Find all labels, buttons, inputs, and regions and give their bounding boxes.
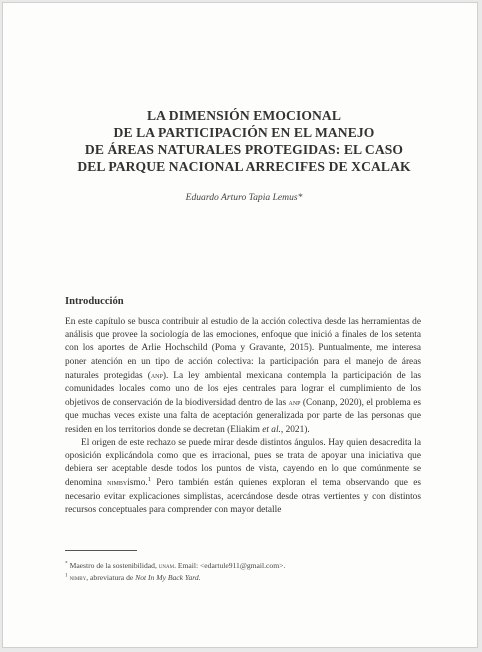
book-page (2, 2, 478, 648)
section-heading: Introducción (65, 296, 124, 307)
chapter-title (43, 107, 445, 175)
title-line: DE ÁREAS NATURALES PROTEGIDAS: EL CASO (84, 142, 404, 157)
text-run: Pero también están quienes exploran el tema observando que es necesario evitar explicaciones simplistas, acercándose desde otras vertientes y con distintos recursos conceptuales para comprender con mayor detalle (65, 478, 422, 515)
acronym: anp (150, 369, 163, 380)
text-run: Maestro de la sostenibilidad, (69, 561, 159, 570)
footnote (65, 560, 421, 572)
text-run: Not In My Back Yard. (135, 573, 201, 582)
acronym: unam (158, 562, 175, 570)
footnote-marker: 1 (65, 572, 68, 579)
footnote (65, 572, 421, 584)
title-line: LA DIMENSIÓN EMOCIONAL (146, 108, 342, 123)
title-line: DEL PARQUE NACIONAL ARRECIFES DE XCALAK (77, 159, 411, 174)
paragraph (65, 316, 421, 437)
acronym: nimby (69, 574, 87, 582)
footnote-marker: 1 (147, 476, 151, 484)
text-run: , 2021). (280, 424, 310, 435)
footnotes (65, 560, 421, 584)
text-run: , abreviatura de (86, 573, 136, 582)
text-run: El origen de este rechazo se puede mirar desde distintos ángulos. Hay quien desacredita la oposición explicándola como que es irracional, pues se trata de apoyar una iniciativa que debiera ser aceptable desde todos los puntos de vista, cayendo en lo que comúnmente se denomina (65, 437, 421, 489)
text-run: . Email: <edartule911@gmail.com>. (174, 561, 286, 570)
acronym: anp (288, 397, 301, 408)
author-name: Eduardo Arturo Tapia Lemus* (185, 192, 303, 203)
text-run: En este capítulo se busca contribuir al estudio de la acción colectiva desde las herramientas de análisis que provee la sociología de las emociones, enfoque que inició a finales de los setenta con los aportes de Arlie Hochschild (Poma y Gravante, 2015). Puntualmente, me interesa poner atención en un tipo de acción colectiva: la participación para el manejo de áreas naturales protegidas ( (65, 317, 421, 381)
paragraph (65, 437, 421, 517)
footnote-marker: * (65, 560, 68, 567)
citation-etal: et al. (262, 424, 281, 435)
text-run: (Conanp, 2020), el problema es que muchas veces existe una falta de aceptación generalizada por parte de las personas que residen en los territorios donde se decretan (Eliakim (65, 398, 421, 435)
text-run: ). La ley ambiental mexicana contempla la participación de las comunidades locales como uno de los ejes centrales para lograr el cumplimiento de los objetivos de conservación de la biodiversidad dentro de las (65, 370, 421, 409)
footnote-divider (65, 550, 137, 551)
acronym: nimby (107, 477, 128, 488)
title-line: DE LA PARTICIPACIÓN EN EL MANEJO (113, 125, 375, 140)
text-run: ismo. (127, 478, 148, 489)
body-text (65, 316, 421, 517)
